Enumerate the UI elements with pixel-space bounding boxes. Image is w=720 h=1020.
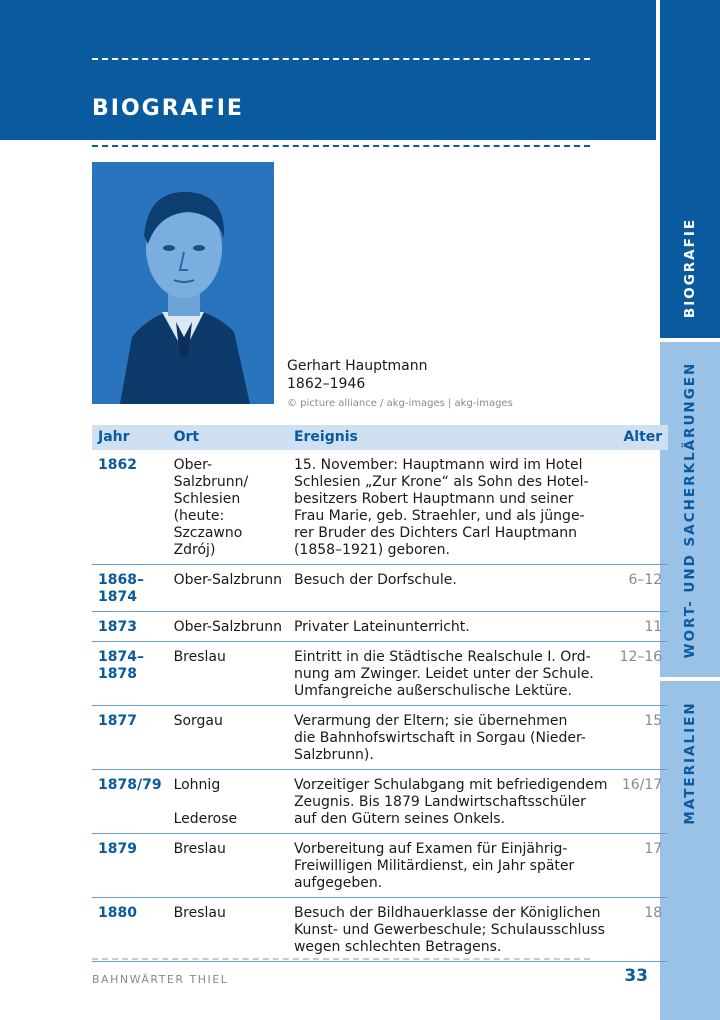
cell-line: Besuch der Bildhauerklasse der Königlichen <box>293 905 601 921</box>
cell-line: nung am Zwinger. Leidet unter der Schule. <box>293 666 594 682</box>
cell-line: Zeugnis. Bis 1879 Landwirtschaftsschüler <box>293 794 586 810</box>
page-title: BIOGRAFIE <box>92 96 244 121</box>
cell-line: 1877 <box>98 713 137 729</box>
table-cell-age <box>614 898 669 962</box>
table-cell-year <box>92 898 168 962</box>
table-body <box>92 450 668 962</box>
table-cell-place <box>168 565 288 612</box>
table-cell-event <box>288 898 614 962</box>
table-row <box>92 834 668 898</box>
cell-line: 17 <box>644 841 663 857</box>
cell-line: (heute: <box>173 508 225 524</box>
cell-line: die Bahnhofswirtschaft in Sorgau (Nieder- <box>293 730 586 746</box>
cell-line: 16/17 <box>621 777 663 793</box>
cell-line: Frau Marie, geb. Straehler, und als jünge- <box>293 508 585 524</box>
cell-line: Sorgau <box>173 713 223 729</box>
title-dashed-rule <box>92 145 590 147</box>
table-cell-age <box>614 706 669 770</box>
cell-line: 1874 <box>98 589 137 605</box>
header-band <box>0 0 656 140</box>
table-cell-year <box>92 642 168 706</box>
cell-line: 1880 <box>98 905 137 921</box>
table-cell-age <box>614 612 669 642</box>
cell-line: 15. November: Hauptmann wird im Hotel <box>293 457 583 473</box>
cell-line: 1879 <box>98 841 137 857</box>
cell-line: Breslau <box>173 905 226 921</box>
cell-line: Salzbrunn/ <box>173 474 249 490</box>
caption-years: 1862–1946 <box>287 376 366 392</box>
cell-line: 1862 <box>98 457 137 473</box>
cell-line: 1878 <box>98 666 137 682</box>
header-ereignis: Ereignis <box>288 425 614 450</box>
table-cell-event <box>288 450 614 565</box>
table-cell-place <box>168 706 288 770</box>
tab-wort-und-sacherklaerungen[interactable] <box>660 342 720 677</box>
cell-line <box>174 794 282 811</box>
table-row <box>92 612 668 642</box>
cell-line: Verarmung der Eltern; sie übernehmen <box>293 713 568 729</box>
cell-line: besitzers Robert Hauptmann und seiner <box>293 491 574 507</box>
cell-line: Schlesien <box>173 491 241 507</box>
table-cell-event <box>288 565 614 612</box>
portrait-photo <box>92 162 274 404</box>
cell-line: Privater Lateinunterricht. <box>293 619 470 635</box>
table-cell-year <box>92 450 168 565</box>
table-row <box>92 565 668 612</box>
cell-line: aufgegeben. <box>293 875 383 891</box>
table-row <box>92 706 668 770</box>
table-header-row <box>92 425 668 450</box>
cell-line: Vorbereitung auf Examen für Einjährig- <box>293 841 568 857</box>
cell-line: Breslau <box>173 841 226 857</box>
tab-biografie-label: BIOGRAFIE <box>682 217 698 319</box>
table-cell-event <box>288 642 614 706</box>
table-cell-year <box>92 706 168 770</box>
header-alter: Alter <box>614 425 669 450</box>
cell-line: Szczawno <box>173 525 243 541</box>
table-cell-event <box>288 612 614 642</box>
cell-line: Eintritt in die Städtische Realschule I. Ord- <box>293 649 591 665</box>
tab-materialien-label: MATERIALIEN <box>682 701 698 825</box>
photo-credit: © picture alliance / akg-images | akg-images <box>287 398 513 409</box>
cell-line: Ober-Salzbrunn <box>173 619 282 635</box>
table-cell-age <box>614 834 669 898</box>
table-cell-event <box>288 834 614 898</box>
cell-line: Kunst- und Gewerbeschule; Schulausschluss <box>293 922 605 938</box>
table-cell-age <box>614 770 669 834</box>
footer-book-title: BAHNWÄRTER THIEL <box>92 973 229 986</box>
cell-line: Ober-Salzbrunn <box>173 572 282 588</box>
cell-line: 1874– <box>98 649 144 665</box>
table-cell-place <box>168 642 288 706</box>
tab-biografie[interactable] <box>660 0 720 338</box>
cell-line: Breslau <box>173 649 226 665</box>
table-cell-place <box>168 834 288 898</box>
table-cell-age <box>614 642 669 706</box>
portrait-caption <box>287 357 547 410</box>
cell-line <box>620 457 663 474</box>
cell-line: 18 <box>644 905 663 921</box>
cell-line: wegen schlechten Betragens. <box>293 939 502 955</box>
header-ort: Ort <box>168 425 288 450</box>
table-cell-age <box>614 450 669 565</box>
table-cell-year <box>92 565 168 612</box>
header-jahr: Jahr <box>92 425 168 450</box>
table-cell-place <box>168 770 288 834</box>
tab-wort-und-sacherklaerungen-label: WORT- UND SACHERKLÄRUNGEN <box>682 361 698 658</box>
cell-line: Umfangreiche außerschulische Lektüre. <box>293 683 572 699</box>
page-number: 33 <box>624 966 648 986</box>
table-cell-place <box>168 898 288 962</box>
cell-line: 11 <box>644 619 663 635</box>
cell-line: 1868– <box>98 572 144 588</box>
cell-line: auf den Gütern seines Onkels. <box>293 811 506 827</box>
cell-line: Zdrój) <box>173 542 216 558</box>
table-row <box>92 898 668 962</box>
cell-line: 1878/79 <box>98 777 162 793</box>
header-dashed-rule <box>92 58 590 60</box>
cell-line: Salzbrunn). <box>293 747 374 763</box>
cell-line: Ober- <box>173 457 212 473</box>
table-row <box>92 642 668 706</box>
cell-line: Schlesien „Zur Krone“ als Sohn des Hotel- <box>293 474 589 490</box>
cell-line: (1858–1921) geboren. <box>293 542 450 558</box>
cell-line: 1873 <box>98 619 137 635</box>
table-cell-age <box>614 565 669 612</box>
table-cell-year <box>92 612 168 642</box>
table-row <box>92 450 668 565</box>
portrait-illustration <box>92 162 274 404</box>
cell-line: rer Bruder des Dichters Carl Hauptmann <box>293 525 578 541</box>
footer-dashed-rule <box>92 958 590 960</box>
cell-line: 6–12 <box>628 572 663 588</box>
cell-line: Besuch der Dorfschule. <box>293 572 457 588</box>
cell-line: Lohnig <box>173 777 221 793</box>
table-cell-event <box>288 770 614 834</box>
table-cell-place <box>168 450 288 565</box>
cell-line: 12–16 <box>619 649 663 665</box>
table-cell-year <box>92 770 168 834</box>
cell-line: Lederose <box>173 811 238 827</box>
tab-materialien[interactable] <box>660 681 720 1020</box>
cell-line: Freiwilligen Militärdienst, ein Jahr später <box>293 858 575 874</box>
biography-table <box>92 425 668 962</box>
table-row <box>92 770 668 834</box>
cell-line: Vorzeitiger Schulabgang mit befriedigendem <box>293 777 608 793</box>
table-cell-event <box>288 706 614 770</box>
cell-line: 15 <box>644 713 663 729</box>
table-cell-place <box>168 612 288 642</box>
table-cell-year <box>92 834 168 898</box>
caption-name: Gerhart Hauptmann <box>287 358 428 374</box>
